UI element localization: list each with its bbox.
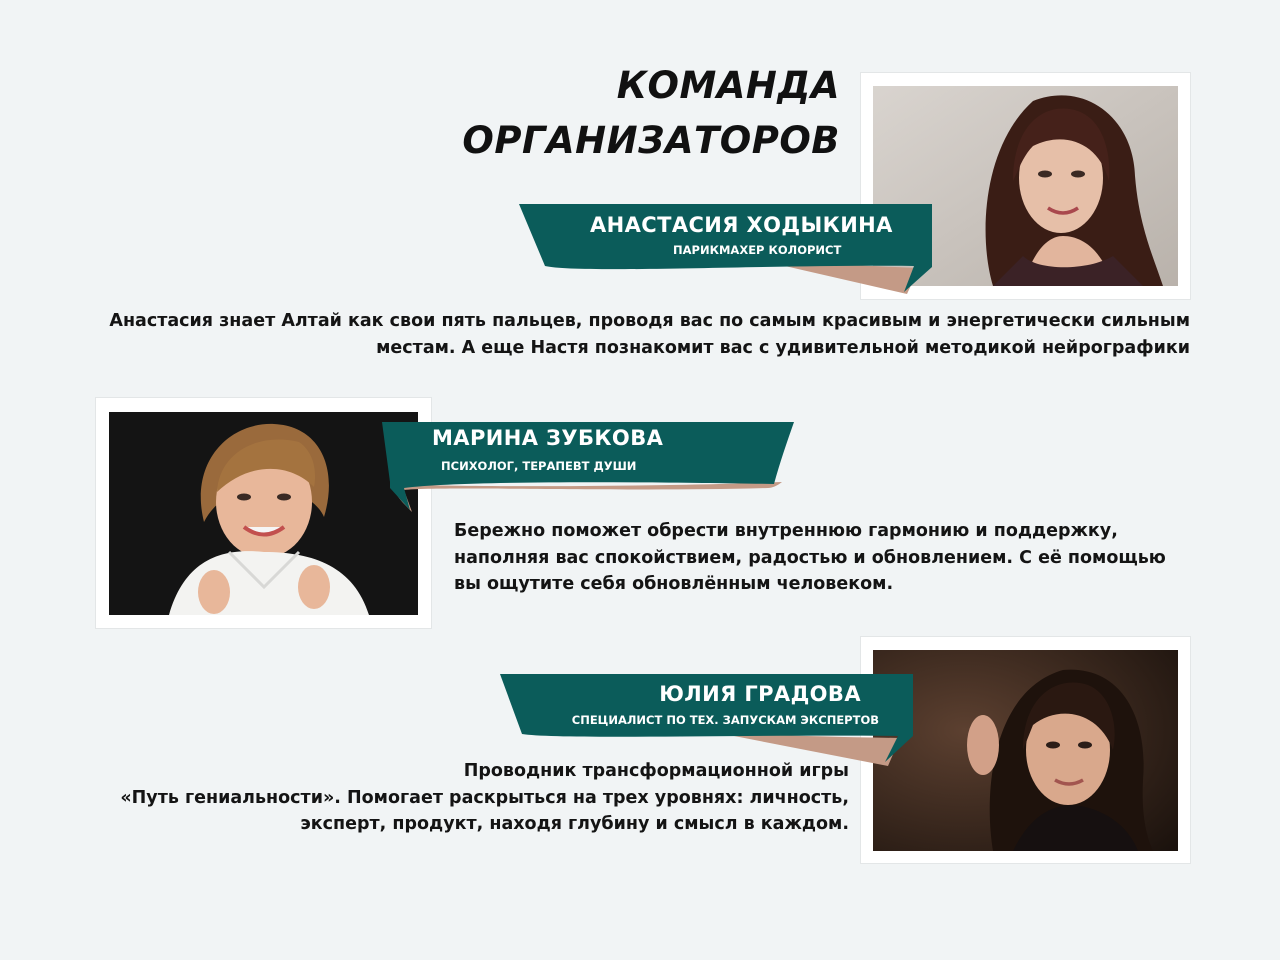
organizer-role: ПАРИКМАХЕР КОЛОРИСТ xyxy=(673,243,842,257)
name-banner-anastasia xyxy=(519,204,934,296)
organizer-role: СПЕЦИАЛИСТ ПО ТЕХ. ЗАПУСКАМ ЭКСПЕРТОВ xyxy=(571,713,879,727)
photo-frame-marina xyxy=(96,398,431,628)
organizer-description-yulia xyxy=(89,758,849,838)
description-line: наполняя вас спокойствием, радостью и обновлением. С её помощью xyxy=(454,547,1166,568)
description-line: Бережно поможет обрести внутреннюю гармонию и поддержку, xyxy=(454,521,1118,541)
organizer-name: АНАСТАСИЯ ХОДЫКИНА xyxy=(590,213,893,237)
portrait-photo-yulia xyxy=(873,650,1178,851)
organizer-name: ЮЛИЯ ГРАДОВА xyxy=(659,682,861,706)
description-line: «Путь гениальности». Помогает раскрыться на трех уровнях: личность, xyxy=(120,787,849,808)
description-line: местам. А еще Настя познакомит вас с удивительной методикой нейрографики xyxy=(376,337,1190,358)
organizer-name: МАРИНА ЗУБКОВА xyxy=(432,426,664,450)
description-line: Анастасия знает Алтай как свои пять пальцев, проводя вас по самым красивым и энергетически сильным xyxy=(109,311,1190,331)
name-banner-marina xyxy=(382,422,796,514)
title-line-2: ОРГАНИЗАТОРОВ xyxy=(462,119,840,162)
title-line-1: КОМАНДА xyxy=(616,64,840,107)
page-title xyxy=(462,58,840,168)
description-line: вы ощутите себя обновлённым человеком. xyxy=(454,574,894,594)
organizer-role: ПСИХОЛОГ, ТЕРАПЕВТ ДУШИ xyxy=(441,459,637,473)
name-banner-yulia xyxy=(500,674,916,768)
organizer-description-anastasia xyxy=(90,308,1190,361)
organizer-description-marina xyxy=(454,518,1214,598)
description-line: Проводник трансформационной игры xyxy=(463,761,849,781)
description-line: эксперт, продукт, находя глубину и смысл в каждом. xyxy=(300,814,849,834)
portrait-photo-marina xyxy=(109,412,418,615)
